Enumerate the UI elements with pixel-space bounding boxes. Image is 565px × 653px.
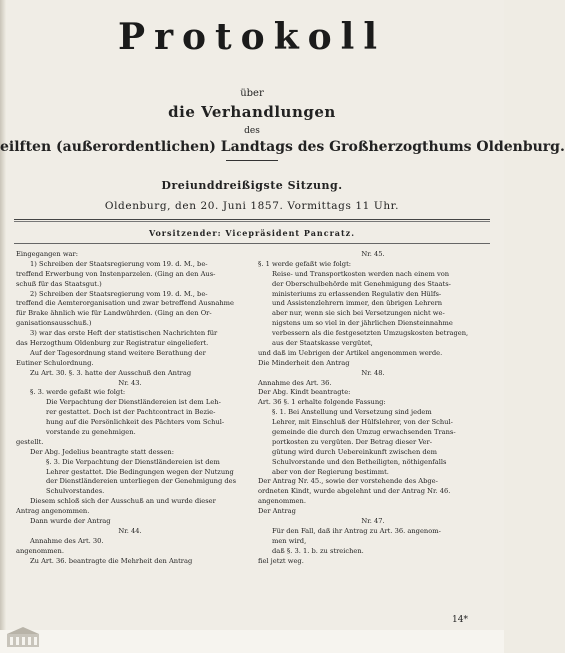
footer-strip: [0, 630, 504, 653]
text-line: §. 1 werde gefaßt wie folgt:: [258, 259, 352, 268]
text-line: Lehrer, mit Einschluß der Hülfslehrer, von der Schul-: [272, 418, 453, 427]
text-line: §. 3. werde gefaßt wie folgt:: [30, 388, 126, 397]
text-line: Diesem schloß sich der Ausschuß an und wurde dieser: [30, 497, 216, 506]
session-date-line: Oldenburg, den 20. Juni 1857. Vormittags 11 Uhr.: [104, 200, 400, 212]
left-text-column: [16, 250, 244, 567]
text-line: Die Verpachtung der Dienstländereien ist dem Leh-: [46, 398, 221, 407]
text-line: aus der Staatskasse vergütet,: [272, 339, 373, 348]
text-line: 1) Schreiben der Staatsregierung vom 19. d. M., be-: [30, 259, 208, 268]
text-line: daß §. 3. 1. b. zu streichen.: [272, 546, 364, 555]
text-line: Auf der Tagesordnung stand weitere Berathung der: [30, 348, 206, 357]
text-line: Der Abg. Jedelius beantragte statt dessen:: [30, 447, 174, 456]
right-text-column: [258, 250, 488, 567]
title-line-ueber: über: [240, 88, 264, 99]
document-title: Protokoll: [118, 16, 386, 58]
library-building-icon: [6, 626, 40, 648]
text-line: rer gestattet. Doch ist der Pachtcontract in Bezie-: [46, 408, 216, 417]
text-line: Nr. 48.: [361, 368, 385, 377]
text-line: §. 1. Bei Anstellung und Versetzung sind jedem: [272, 408, 432, 417]
text-line: Lehrer gestattet. Die Bedingungen wegen der Nutzung: [46, 467, 234, 476]
text-line: angenommen.: [16, 546, 64, 555]
text-line: fiel jetzt weg.: [258, 556, 304, 565]
title-line-landtag: eilften (außerordentlichen) Landtags des Großherzogthums Oldenburg.: [0, 139, 565, 155]
text-line: Der Antrag: [258, 507, 296, 516]
text-line: vorstande zu genehmigen.: [46, 428, 136, 437]
text-line: Dann wurde der Antrag: [30, 517, 111, 526]
text-line: treffend Erwerbung von Instenparzelen. (Ging an den Aus-: [16, 269, 216, 278]
text-line: ordneten Kindt, wurde abgelehnt und der Antrag Nr. 46.: [258, 487, 451, 496]
text-line: der Oberschulbehörde mit Genehmigung des Staats-: [272, 279, 451, 288]
session-heading: Dreiunddreißigste Sitzung.: [161, 179, 343, 192]
text-line: Nr. 45.: [361, 250, 385, 258]
text-line: und daß im Uebrigen der Artikel angenommen werde.: [258, 348, 443, 357]
section-rule-bottom: [14, 243, 490, 244]
title-line-verhandlungen: die Verhandlungen: [168, 103, 336, 121]
text-line: nigstens um so viel in der jährlichen Diensteinnahme: [272, 319, 453, 328]
text-line: Zu Art. 36. beantragte die Mehrheit den Antrag: [30, 556, 193, 565]
text-line: hung auf die Persönlichkeit des Pächters vom Schul-: [46, 418, 225, 427]
text-line: Annahme des Art. 36.: [258, 378, 332, 387]
text-line: Der Abg. Kindt beantragte:: [258, 388, 351, 397]
text-line: aber nur, wenn sie sich bei Versetzungen nicht we-: [272, 309, 445, 318]
text-line: men wird,: [272, 536, 307, 545]
text-line: Die Minderheit den Antrag: [258, 358, 350, 367]
text-line: 3) war das erste Heft der statistischen Nachrichten für: [30, 329, 218, 338]
text-line: schuß für das Staatsgut.): [16, 279, 102, 288]
text-line: das Herzogthum Oldenburg zur Registratur eingeliefert.: [16, 339, 209, 348]
text-line: für Brake ähnlich wie für Landwührden. (Ging an den Or-: [16, 309, 212, 318]
text-line: Nr. 44.: [118, 526, 142, 535]
text-line: Der Antrag Nr. 45., sowie der vorstehende des Abge-: [258, 477, 438, 486]
title-divider: [226, 160, 278, 161]
text-line: §. 3. Die Verpachtung der Dienstländereien ist dem: [46, 457, 220, 466]
text-line: gemeinde die durch den Umzug erwachsenden Trans-: [272, 428, 456, 437]
text-line: Nr. 43.: [118, 378, 142, 387]
text-line: 2) Schreiben der Staatsregierung vom 19. d. M., be-: [30, 289, 208, 298]
text-line: Schulvorstande und den Betheiligten, nöthigenfalls: [272, 457, 447, 466]
text-line: Schulvorstandes.: [46, 487, 105, 496]
text-line: angenommen.: [258, 497, 306, 506]
text-line: der Dienstländereien unterliegen der Genehmigung des: [46, 477, 237, 486]
text-line: Art. 36 §. 1 erhalte folgende Fassung:: [258, 398, 386, 407]
text-line: Für den Fall, daß ihr Antrag zu Art. 36. angenom-: [272, 526, 441, 535]
text-line: Antrag angenommen.: [16, 507, 90, 516]
section-rule-top-double: [14, 221, 490, 222]
text-line: ministeriums zu erlassenden Regulativ den Hülfs-: [272, 289, 442, 298]
page-number: 14*: [452, 615, 468, 625]
text-line: Reise- und Transportkosten werden nach einem von: [272, 269, 450, 278]
title-line-des: des: [244, 126, 260, 136]
text-line: Zu Art. 30. §. 3. hatte der Ausschuß den Antrag: [30, 368, 192, 377]
text-line: treffend die Aemterorganisation und zwar betreffend Ausnahme: [16, 299, 234, 308]
chair-line: Vorsitzender: Vicepräsident Pancratz.: [148, 228, 356, 238]
text-line: gütung wird durch Uebereinkunft zwischen dem: [272, 447, 437, 456]
text-line: ganisationsausschuß.): [16, 319, 92, 328]
text-line: Eutiner Schulordnung.: [16, 358, 94, 367]
text-line: Eingegangen war:: [16, 250, 78, 258]
text-line: Annahme des Art. 30.: [30, 536, 104, 545]
section-rule-top: [14, 219, 490, 220]
text-line: gestellt.: [16, 437, 44, 446]
text-line: und Assistenzlehrern immer, den übrigen Lehrern: [272, 299, 443, 308]
text-line: aber von der Regierung bestimmt.: [272, 467, 389, 476]
text-line: portkosten zu vergüten. Der Betrag dieser Ver-: [272, 437, 432, 446]
text-line: Nr. 47.: [361, 517, 385, 526]
text-line: verbessern als die festgesetzten Umzugskosten betragen,: [272, 329, 469, 338]
